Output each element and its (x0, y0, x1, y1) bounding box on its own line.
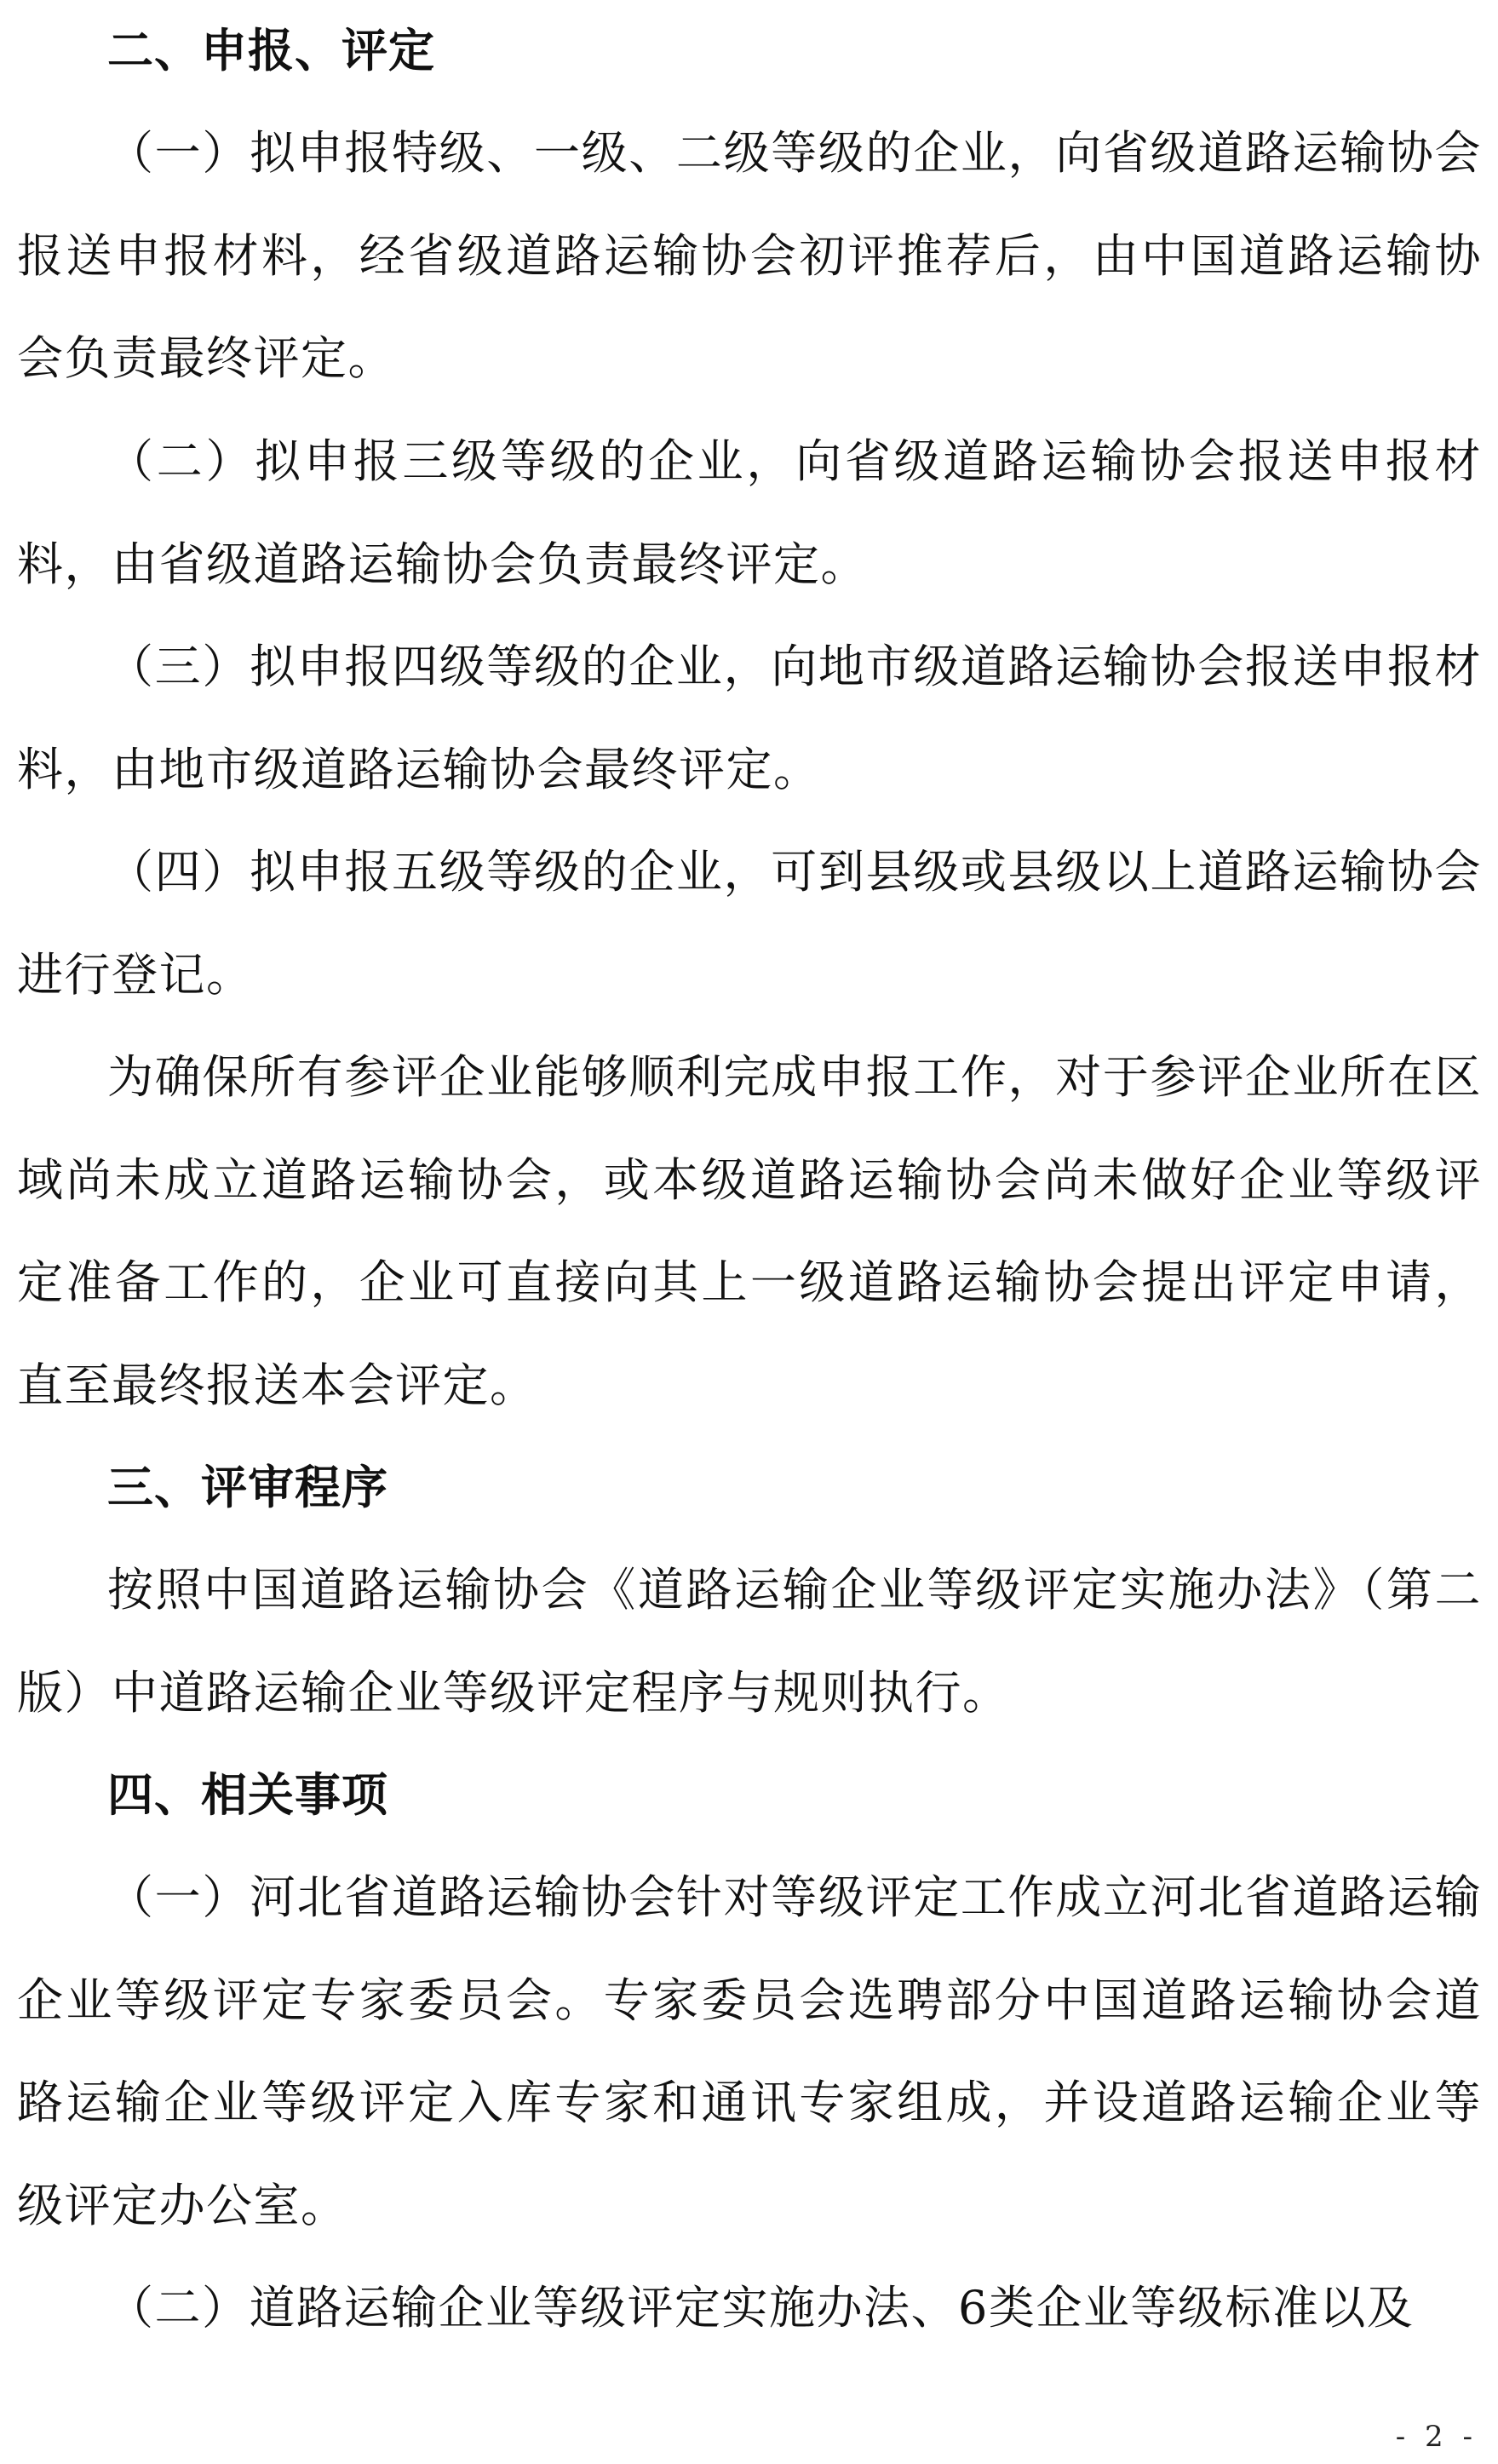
paragraph-grade-4: （三）拟申报四级等级的企业，向地市级道路运输协会报送申报材料，由地市级道路运输协会最终评定。 (17, 640, 1482, 796)
paragraph-procedure: 按照中国道路运输协会《道路运输企业等级评定实施办法》（第二版）中道路运输企业等级评定程序与规则执行。 (17, 1563, 1482, 1720)
paragraph-grade-1-2: （一）拟申报特级、一级、二级等级的企业，向省级道路运输协会报送申报材料，经省级道路运输协会初评推荐后，由中国道路运输协会负责最终评定。 (17, 126, 1482, 385)
section-heading-related-matters: 四、相关事项 (107, 1768, 388, 1822)
paragraph-expert-committee: （一）河北省道路运输协会针对等级评定工作成立河北省道路运输企业等级评定专家委员会。专家委员会选聘部分中国道路运输协会道路运输企业等级评定入库专家和通讯专家组成，并设道路运输企业等级评定办公室。 (17, 1870, 1482, 2232)
paragraph-grade-3: （二）拟申报三级等级的企业，向省级道路运输协会报送申报材料，由省级道路运输协会负责最终评定。 (17, 434, 1482, 591)
paragraph-standards: （二）道路运输企业等级评定实施办法、6类企业等级标准以及 (107, 2281, 1415, 2335)
page-number: - 2 - (1395, 2420, 1478, 2454)
paragraph-alternate-application: 为确保所有参评企业能够顺利完成申报工作，对于参评企业所在区域尚未成立道路运输协会，或本级道路运输协会尚未做好企业等级评定准备工作的，企业可直接向其上一级道路运输协会提出评定申请，直至最终报送本会评定。 (17, 1050, 1482, 1412)
section-heading-review-procedure: 三、评审程序 (107, 1461, 388, 1514)
paragraph-grade-5: （四）拟申报五级等级的企业，可到县级或县级以上道路运输协会进行登记。 (17, 845, 1482, 1002)
section-heading-apply-review: 二、申报、评定 (107, 24, 435, 78)
